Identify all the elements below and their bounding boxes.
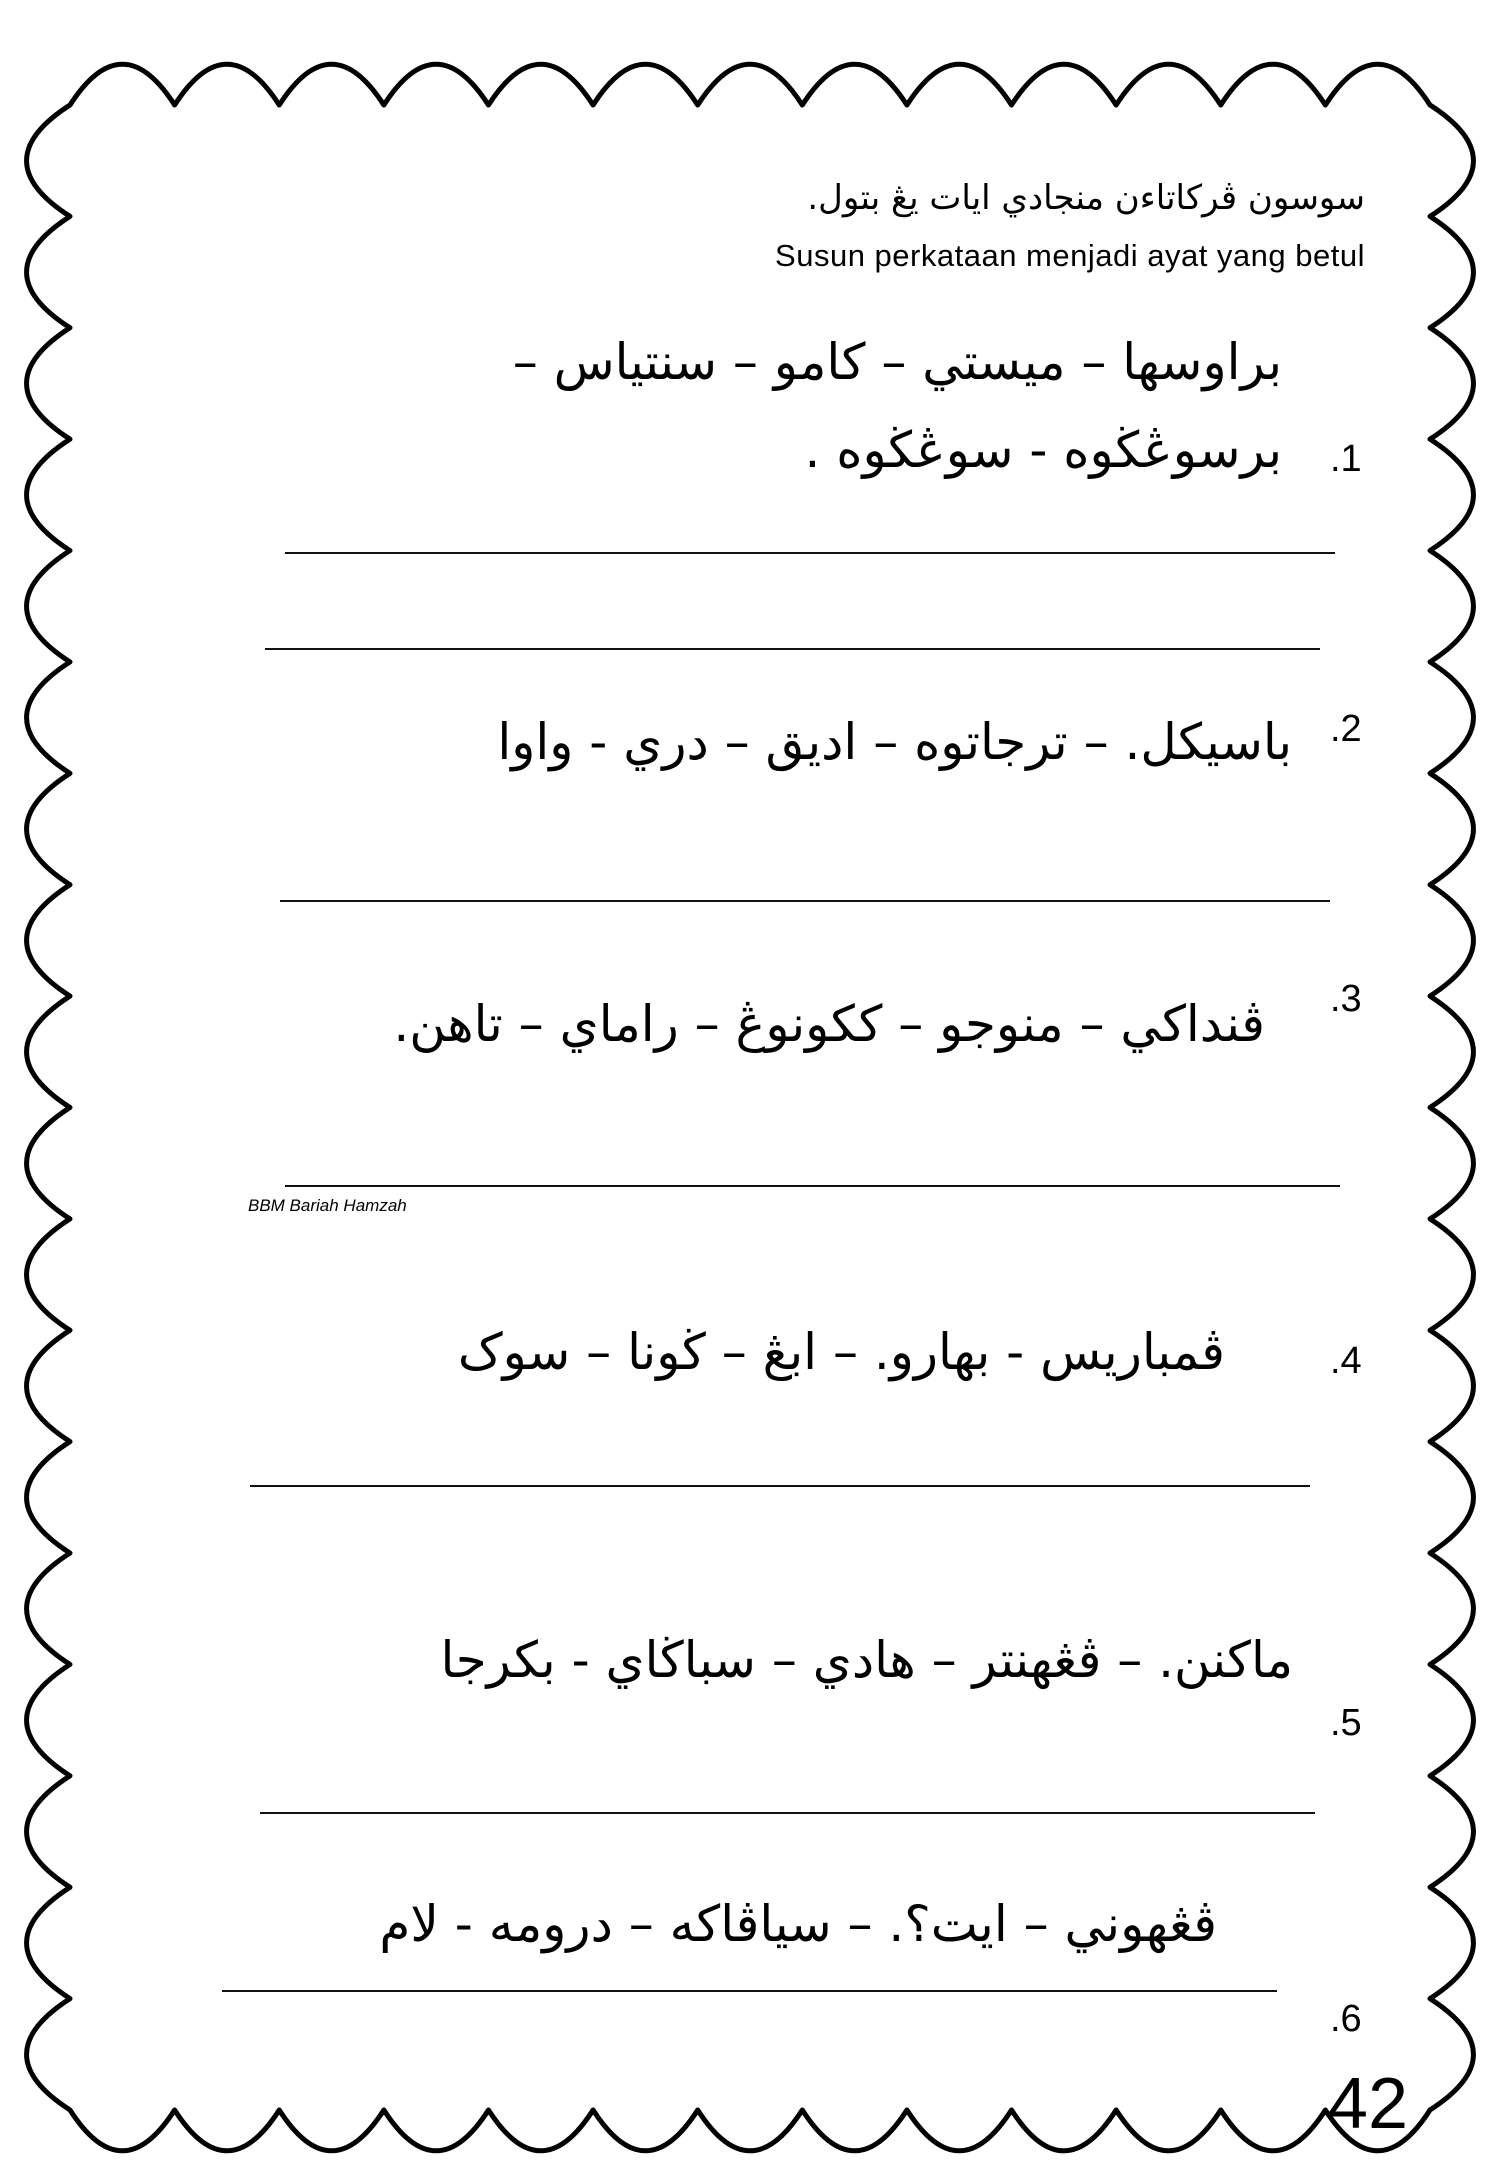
page-number: 42 (1327, 2064, 1408, 2144)
credit-text: BBM Bariah Hamzah (248, 1196, 407, 1215)
question-6-number: .6 (1330, 1998, 1362, 2040)
question-2-text: باسيكل. – ترجاتوه – اديق – دري - واوا (497, 713, 1292, 771)
instruction-rumi: Susun perkataan menjadi ayat yang betul (775, 238, 1365, 273)
answer-line-2[interactable] (280, 900, 1330, 902)
question-4-text: ڤمباريس - بهارو. – ابڠ – ڬونا – سوک (457, 1323, 1225, 1381)
answer-line-3[interactable] (285, 1185, 1340, 1187)
answer-line-5[interactable] (260, 1812, 1315, 1814)
question-5-number: .5 (1330, 1702, 1362, 1744)
question-6-text: ڤڠهوني – ايت؟. – سياڤاكه – درومه - لام (379, 1895, 1217, 1953)
question-3-text: ڤنداكي – منوجو – ككونوڠ – راماي – تاهن. (393, 995, 1265, 1053)
question-1-line-2: برسوڠڬوه - سوڠڬوه . (804, 421, 1282, 479)
answer-line-6[interactable] (222, 1990, 1277, 1992)
question-2-number: .2 (1330, 708, 1362, 750)
answer-line-1a[interactable] (285, 552, 1335, 554)
question-1-number: .1 (1330, 438, 1362, 480)
instruction-jawi: سوسون ڤركاتاءن منجادي ايات يڠ بتول. (807, 178, 1365, 218)
answer-line-4[interactable] (250, 1485, 1310, 1487)
question-3-number: .3 (1330, 978, 1362, 1020)
answer-line-1b[interactable] (265, 648, 1320, 650)
question-5-text: ماكنن. – ڤڠهنتر – هادي – سباڬاي - بكرجا (440, 1631, 1293, 1689)
question-1-line-1: براوسها – ميستي – كامو – سنتياس – (512, 333, 1282, 391)
question-4-number: .4 (1330, 1340, 1362, 1382)
